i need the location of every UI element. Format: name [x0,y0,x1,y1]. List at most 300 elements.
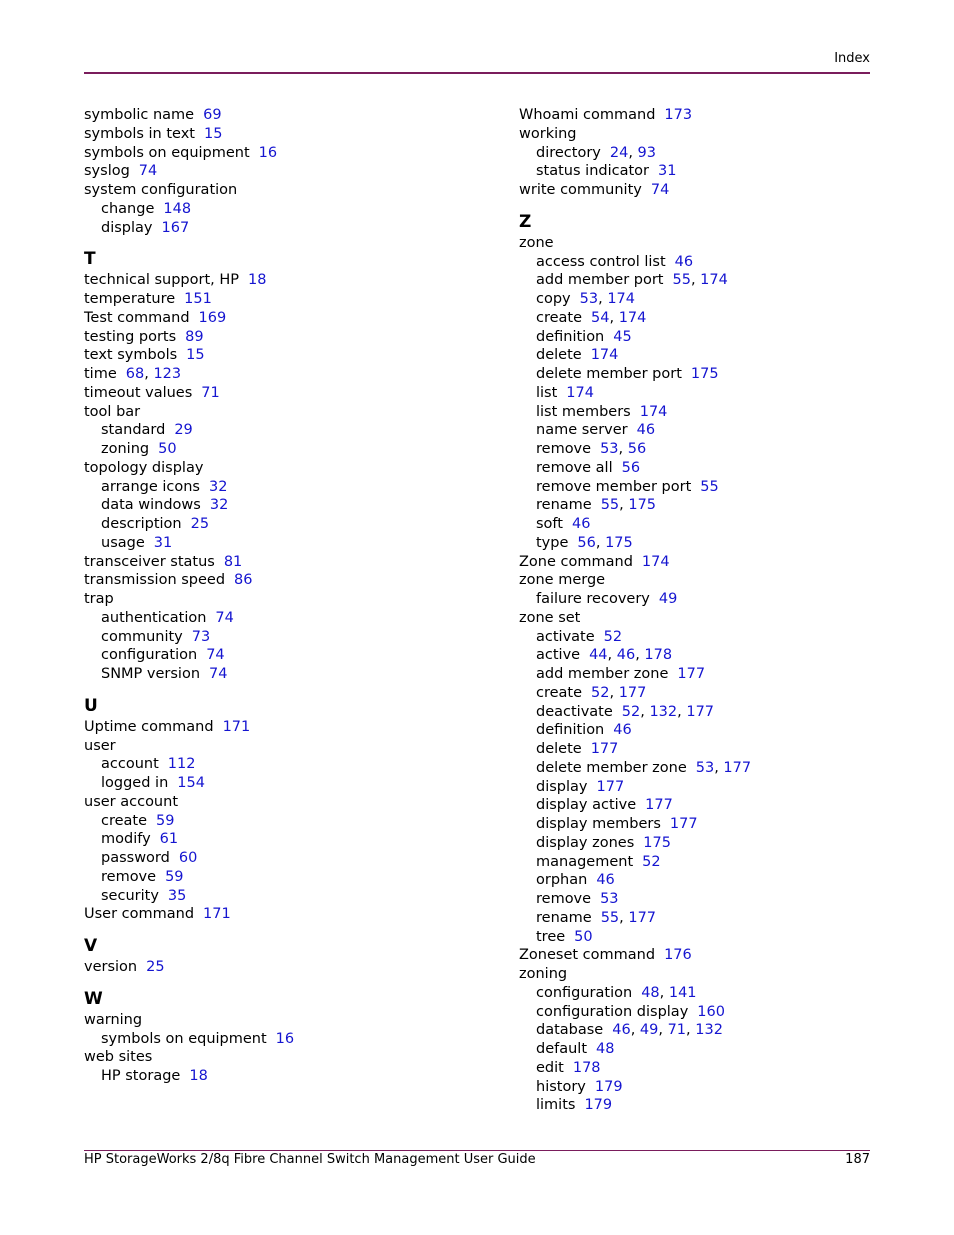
page-references [604,629,622,645]
index-subentry [84,812,494,831]
index-subentry [519,909,869,928]
index-term: display [101,219,153,236]
page-link[interactable]: 16 [258,144,278,161]
page-link[interactable]: 52 [642,853,661,870]
index-term: list [536,384,558,401]
page-references [224,554,242,570]
page-link[interactable]: 175 [628,497,657,514]
page-separator: , [609,309,619,326]
page-link[interactable]: 53 [579,291,599,307]
page-link[interactable]: 46 [616,647,636,664]
index-term: remove [101,868,157,885]
index-subentry [519,534,869,553]
page-link[interactable]: 174 [700,272,728,289]
page-link[interactable]: 174 [607,291,635,307]
index-term: remove member port [536,478,692,495]
index-term: management [536,853,634,870]
index-entry [84,793,494,812]
page-link[interactable]: 174 [639,403,668,420]
page-link[interactable]: 132 [649,703,678,720]
page-link[interactable]: 31 [658,163,677,180]
index-term: delete member zone [536,759,687,776]
page-references [640,404,668,420]
index-term: database [536,1022,604,1039]
page-link[interactable]: 174 [590,347,619,364]
page-references [163,201,191,217]
index-entry [84,106,494,125]
page-link[interactable]: 160 [697,1003,725,1020]
page-link[interactable]: 89 [185,328,204,345]
index-subentry [519,346,869,365]
index-letter-heading: V [84,936,98,956]
index-term: access control list [536,253,666,270]
index-term: logged in [101,775,169,791]
page-link[interactable]: 59 [165,868,184,885]
index-subentry [519,628,869,647]
index-term: modify [101,831,151,848]
index-subentry [84,219,494,238]
page-separator: , [658,1022,668,1039]
page-references [189,1068,207,1084]
index-entry [84,553,494,572]
page-link[interactable]: 177 [645,797,673,814]
page-references [642,854,660,870]
index-entry [519,553,869,572]
page-link[interactable]: 50 [574,928,593,945]
page-link[interactable]: 179 [594,1078,623,1095]
index-entry [519,609,869,628]
page-link[interactable]: 44 [589,647,608,664]
index-subentry [84,646,494,665]
page-link[interactable]: 174 [618,309,647,326]
index-subentry [519,403,869,422]
index-entry [84,1048,494,1067]
page-link[interactable]: 167 [161,219,190,236]
page-references [659,591,677,607]
page-link[interactable]: 74 [650,182,670,198]
index-subentry [84,665,494,684]
index-subentry [84,849,494,868]
page-references [199,310,227,326]
index-term: default [536,1041,588,1057]
page-references [209,479,227,495]
page-link[interactable]: 175 [605,534,633,551]
page-link[interactable]: 32 [208,478,228,495]
page-separator: , [690,272,701,289]
index-term: edit [536,1059,564,1076]
page-separator: , [686,1022,696,1039]
page-link[interactable]: 112 [167,756,196,773]
index-term: name server [536,422,628,439]
index-term: copy [536,291,571,307]
index-entry [84,162,494,181]
page-link[interactable]: 53 [600,441,619,457]
index-column-right [519,106,869,1115]
index-term: version [84,959,138,975]
index-term: testing ports [84,328,177,345]
header-rule [84,72,870,74]
page-references [146,959,164,975]
page-link[interactable]: 46 [612,1022,631,1039]
page-link[interactable]: 56 [577,534,596,551]
index-subentry [519,740,869,759]
index-subentry [519,1003,869,1022]
page-link[interactable]: 179 [584,1097,613,1114]
page-link[interactable]: 151 [184,291,212,307]
index-subentry [519,665,869,684]
page-references [191,516,209,532]
index-term: Uptime command [84,718,214,735]
index-subentry [84,830,494,849]
page-references [637,422,655,438]
index-term: limits [536,1097,576,1114]
index-term: usage [101,534,145,551]
page-references [184,291,212,307]
page-link[interactable]: 24 [609,144,629,161]
index-subentry [519,290,869,309]
page-link[interactable]: 53 [600,891,619,907]
page-references [185,329,203,345]
index-subentry [84,1067,494,1086]
index-term: create [536,684,583,701]
page-references [600,891,618,907]
page-references [601,497,656,513]
page-link[interactable]: 68 [125,366,145,382]
index-term: rename [536,909,592,926]
page-link[interactable]: 174 [641,553,670,570]
index-entry [84,571,494,590]
index-subentry [519,253,869,272]
page-references [589,647,672,663]
page-link[interactable]: 25 [190,516,210,532]
page-link[interactable]: 71 [667,1022,687,1039]
page-link[interactable]: 178 [644,647,673,664]
index-subentry [519,496,869,515]
index-term: display [536,778,588,795]
page-separator: , [619,909,629,926]
page-link[interactable]: 177 [723,759,752,776]
page-separator: , [618,441,628,457]
index-term: list members [536,403,631,420]
index-subentry [519,478,869,497]
index-term: zone set [519,609,581,626]
page-link[interactable]: 55 [600,909,620,926]
index-term: create [101,812,148,829]
index-subentry [84,887,494,906]
page-link[interactable]: 18 [189,1068,208,1084]
page-link[interactable]: 31 [153,534,173,551]
page-link[interactable]: 52 [603,628,623,645]
page-references [168,888,186,904]
page-link[interactable]: 73 [191,628,211,645]
index-term: timeout values [84,384,193,401]
page-references [622,460,640,476]
index-term: system configuration [84,182,238,198]
page-references [566,385,594,401]
index-term: zoning [101,441,150,457]
index-subentry [84,534,494,553]
index-term: status indicator [536,163,649,180]
page-references [203,906,231,922]
page-link[interactable]: 15 [186,347,205,364]
index-entry [519,181,869,200]
index-subentry [84,200,494,219]
index-subentry [84,609,494,628]
page-link[interactable]: 86 [234,572,253,589]
page-link[interactable]: 178 [572,1059,601,1076]
index-subentry [519,590,869,609]
index-term: tree [536,928,566,945]
page-link[interactable]: 174 [566,384,594,401]
page-link[interactable]: 123 [153,366,182,382]
index-subentry [519,684,869,703]
page-separator: , [619,497,629,514]
page-link[interactable]: 52 [621,703,641,720]
index-column-left [84,106,494,1086]
page-references [601,910,656,926]
index-term: technical support, HP [84,272,240,289]
index-entry [84,737,494,756]
index-term: rename [536,497,592,514]
page-references [613,329,631,345]
page-link[interactable]: 169 [198,309,227,326]
page-link[interactable]: 46 [613,722,632,739]
index-term: remove [536,891,592,907]
page-references [643,835,671,851]
index-term: zone [519,234,554,251]
page-references [596,1041,614,1057]
index-entry [519,946,869,965]
index-subentry [519,162,869,181]
page-link[interactable]: 55 [700,478,719,495]
index-term: delete member port [536,366,682,382]
index-term: security [101,887,159,904]
page-link[interactable]: 71 [201,384,220,401]
page-link[interactable]: 177 [590,741,619,757]
page-link[interactable]: 74 [215,609,234,626]
page-references [156,813,174,829]
index-term: change [101,200,155,217]
index-term: write community [519,182,642,198]
index-subentry [84,496,494,515]
index-subentry [519,928,869,947]
page-link[interactable]: 25 [146,959,165,975]
page-link[interactable]: 46 [674,253,694,270]
page-link[interactable]: 56 [627,441,647,457]
index-subentry [519,440,869,459]
page-separator: , [714,759,724,776]
page-references [209,666,227,682]
page-references [658,163,676,179]
index-letter-heading: W [84,988,103,1009]
page-link[interactable]: 52 [591,684,610,701]
index-term: activate [536,628,595,645]
index-subentry [519,815,869,834]
index-term: tool bar [84,403,141,420]
index-term: soft [536,516,563,532]
page-link[interactable]: 93 [637,144,656,161]
page-references [591,347,619,363]
page-references [651,182,669,198]
index-subentry [519,271,869,290]
page-link[interactable]: 55 [672,272,691,289]
index-subentry [84,755,494,774]
index-term: add member zone [536,666,669,682]
index-entry [519,125,869,144]
page-link[interactable]: 18 [248,272,267,289]
page-references [276,1031,294,1047]
page-link[interactable]: 53 [695,759,715,776]
page-link[interactable]: 60 [178,850,198,866]
page-link[interactable]: 45 [613,328,632,345]
page-link[interactable]: 177 [677,666,706,682]
page-link[interactable]: 171 [222,718,251,735]
index-entry [84,271,494,290]
page-separator: , [628,144,638,161]
index-entry [84,309,494,328]
index-term: create [536,309,583,326]
page-link[interactable]: 173 [664,107,693,123]
page-separator: , [598,291,608,307]
index-term: configuration display [536,1003,689,1020]
index-entry [84,125,494,144]
footer-rule [84,1150,870,1151]
page-link[interactable]: 46 [636,422,656,439]
page-references [580,291,635,307]
index-subentry [84,868,494,887]
page-separator: , [635,647,645,664]
page-references [597,779,625,795]
index-term: delete [536,347,582,364]
index-entry [84,958,494,977]
page-link[interactable]: 48 [596,1041,615,1057]
page-references [573,1060,601,1076]
page-link[interactable]: 132 [695,1022,723,1039]
index-term: account [101,756,159,773]
page-link[interactable]: 148 [163,200,192,217]
index-subentry [519,796,869,815]
index-term: add member port [536,272,664,289]
page-link[interactable]: 81 [223,553,243,570]
page-link[interactable]: 176 [664,947,692,964]
page-link[interactable]: 177 [596,778,625,795]
page-references [234,572,252,588]
page-link[interactable]: 46 [596,872,615,889]
index-term: password [101,850,170,866]
index-subentry [84,628,494,647]
page-link[interactable]: 32 [209,497,229,514]
index-entry [519,965,869,984]
index-subentry [519,778,869,797]
index-term: directory [536,144,601,161]
page-link[interactable]: 177 [686,703,715,720]
page-link[interactable]: 54 [591,309,610,326]
index-entry [84,346,494,365]
page-link[interactable]: 49 [658,591,678,607]
page-link[interactable]: 141 [668,984,697,1001]
index-subentry [519,309,869,328]
page-references [691,366,719,382]
page-separator: , [595,534,606,551]
index-subentry [519,365,869,384]
page-link[interactable]: 171 [203,906,231,923]
page-link[interactable]: 50 [158,441,177,457]
page-references [165,869,183,885]
page-link[interactable]: 175 [690,366,719,382]
index-term: remove [536,441,592,457]
page-references [613,722,631,738]
page-link[interactable]: 74 [138,163,158,180]
index-term: syslog [84,163,130,180]
page-link[interactable]: 177 [618,684,647,701]
index-term: HP storage [101,1068,181,1084]
index-subentry [519,984,869,1003]
page-references [642,554,670,570]
footer-title: HP StorageWorks 2/8q Fibre Channel Switch Management User Guide [84,1152,536,1167]
index-term: zone merge [519,572,606,589]
page-references [595,1079,623,1095]
page-references [203,107,221,123]
page-link[interactable]: 48 [641,984,660,1001]
footer-page-number: 187 [845,1152,870,1167]
page-link[interactable]: 49 [639,1022,659,1039]
page-link[interactable]: 59 [156,812,175,829]
page-references [572,516,590,532]
page-references [696,760,751,776]
page-references [248,272,266,288]
index-subentry [84,421,494,440]
page-link[interactable]: 177 [669,816,698,832]
index-term: SNMP version [101,666,201,682]
page-references [697,1004,725,1020]
index-entry [84,181,494,200]
page-link[interactable]: 74 [209,666,228,682]
page-references [610,145,656,161]
index-term: symbols on equipment [84,144,250,161]
index-subentry [519,890,869,909]
index-term: Zoneset command [519,947,656,964]
page-references [664,947,692,963]
page-link[interactable]: 74 [206,647,225,664]
index-subentry [519,871,869,890]
page-references [664,107,692,123]
page-link[interactable]: 35 [167,887,187,904]
index-letter-heading: Z [519,211,532,232]
page-references [126,366,181,382]
page-references [186,347,204,363]
page-link[interactable]: 177 [628,909,657,926]
page-link[interactable]: 16 [275,1030,295,1047]
page-link[interactable]: 61 [159,831,179,848]
index-entry [84,328,494,347]
page-link[interactable]: 15 [203,125,223,142]
page-link[interactable]: 154 [177,775,205,791]
page-link[interactable]: 29 [174,422,193,439]
page-link[interactable]: 46 [571,516,591,532]
page-link[interactable]: 69 [203,107,222,123]
index-term: display members [536,816,661,832]
index-entry [84,365,494,384]
index-term: type [536,534,569,551]
page-references [645,797,673,813]
page-link[interactable]: 175 [643,834,671,851]
page-link[interactable]: 56 [621,459,641,476]
index-entry [84,590,494,609]
page-references [673,272,728,288]
index-term: working [519,125,577,142]
index-term: web sites [84,1049,153,1066]
page-link[interactable]: 55 [600,497,620,514]
